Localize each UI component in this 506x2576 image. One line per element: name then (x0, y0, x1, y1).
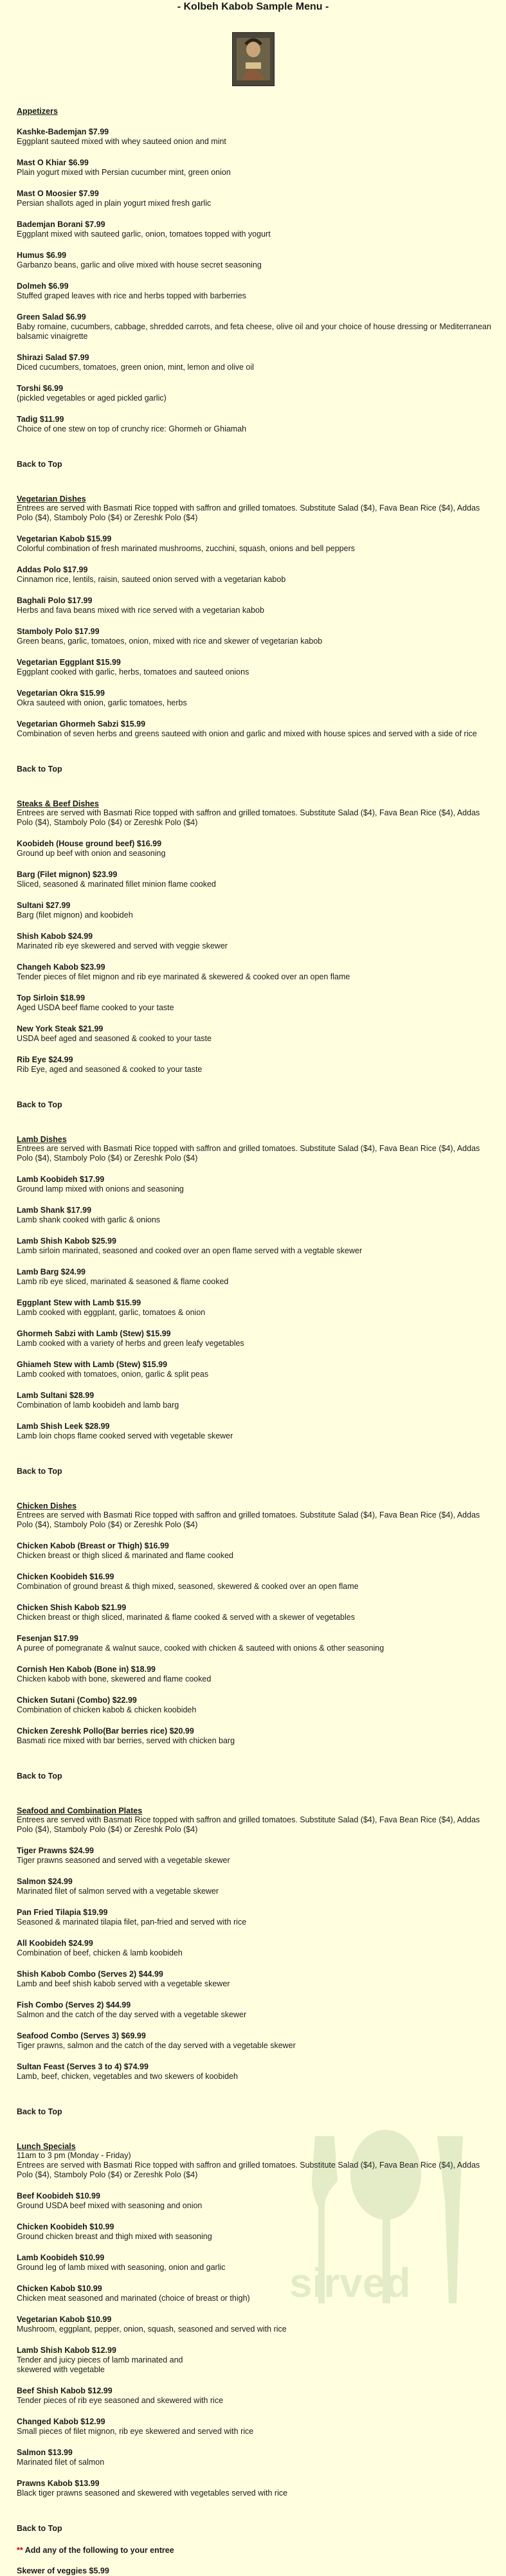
menu-item-name: Humus $6.99 (17, 251, 67, 260)
menu-item-name: Lamb Barg $24.99 (17, 1267, 86, 1276)
menu-item (17, 1422, 492, 1441)
menu-item-name: Mast O Khiar $6.99 (17, 158, 89, 167)
menu-item (17, 2566, 492, 2576)
menu-item-name: All Koobideh $24.99 (17, 1939, 93, 1948)
menu-item-name: Vegetarian Okra $15.99 (17, 689, 105, 698)
menu-item-name: Seafood Combo (Serves 3) $69.99 (17, 2031, 146, 2040)
menu-item-name: Changeh Kabob $23.99 (17, 963, 105, 972)
menu-item-description: Lamb loin chops flame cooked served with vegetable skewer (17, 1431, 233, 1440)
menu-item-description: Combination of ground breast & thigh mixed, seasoned, skewered & cooked over an open flame (17, 1582, 359, 1591)
menu-item (17, 1024, 492, 1044)
menu-item (17, 870, 492, 889)
menu-item (17, 1727, 492, 1746)
menu-item-name: Chicken Koobideh $10.99 (17, 2222, 114, 2231)
menu-item-description: Marinated filet of salmon served with a vegetable skewer (17, 1887, 219, 1896)
menu-item (17, 1603, 492, 1622)
menu-item-name: Prawns Kabob $13.99 (17, 2479, 100, 2488)
menu-item-name: Baghali Polo $17.99 (17, 596, 93, 605)
menu-item (17, 839, 492, 858)
menu-item (17, 282, 492, 301)
menu-item (17, 1572, 492, 1592)
menu-item-description: Combination of beef, chicken & lamb koobideh (17, 1948, 183, 1957)
menu-item-name: Chicken Zereshk Pollo(Bar berries rice) $20.99 (17, 1727, 194, 1736)
menu-item-description: Ground chicken breast and thigh mixed with seasoning (17, 2232, 212, 2241)
menu-item-name: Vegetarian Kabob $15.99 (17, 534, 112, 543)
menu-item-description: Plain yogurt mixed with Persian cucumber mint, green onion (17, 168, 231, 177)
section-note: Entrees are served with Basmati Rice topped with saffron and grilled tomatoes. Substitute Salad ($4), Fava Bean Rice ($4), Addas Polo ($4), Stamboly Polo ($4) or Zereshk Polo ($4) (17, 1144, 480, 1163)
menu-item (17, 963, 492, 982)
menu-item-name: Skewer of veggies $5.99 (17, 2566, 109, 2575)
menu-item (17, 1939, 492, 1958)
menu-item-description: Persian shallots aged in plain yogurt mixed fresh garlic (17, 199, 212, 208)
section-title: Lunch Specials (17, 2142, 76, 2151)
menu-item-name: Koobideh (House ground beef) $16.99 (17, 839, 162, 848)
watermark-text: sirved (289, 2260, 411, 2306)
back-to-top-link[interactable]: Back to Top (17, 1100, 62, 1109)
menu-item-description: Green beans, garlic, tomatoes, onion, mixed with rice and skewer of vegetarian kabob (17, 637, 323, 646)
menu-item-description: Lamb cooked with tomatoes, onion, garlic & split peas (17, 1370, 209, 1379)
menu-item-description: Garbanzo beans, garlic and olive mixed with house secret seasoning (17, 260, 262, 269)
menu-item-name: Chicken Shish Kabob $21.99 (17, 1603, 127, 1612)
section-appetizers (17, 107, 492, 434)
menu-item-description: Sliced, seasoned & marinated fillet minion flame cooked (17, 880, 216, 889)
menu-item (17, 313, 492, 341)
menu-item-name: Beef Koobideh $10.99 (17, 2191, 100, 2200)
menu-item-name: Torshi $6.99 (17, 384, 64, 393)
section-title: Appetizers (17, 107, 58, 116)
menu-item-description: Combination of chicken kabob & chicken koobideh (17, 1705, 197, 1714)
menu-item-description: Tender and juicy pieces of lamb marinated and skewered with vegetable (17, 2355, 183, 2374)
menu-item-name: Pan Fried Tilapia $19.99 (17, 1908, 108, 1917)
menu-item-name: Lamb Shank $17.99 (17, 1206, 92, 1215)
menu-item (17, 1665, 492, 1684)
menu-item-name: Ghiameh Stew with Lamb (Stew) $15.99 (17, 1360, 168, 1369)
menu-item (17, 1877, 492, 1896)
back-to-top-link[interactable]: Back to Top (17, 1467, 62, 1476)
menu-item-name: Tadig $11.99 (17, 415, 64, 424)
menu-item (17, 1175, 492, 1194)
menu-item (17, 1237, 492, 1256)
menu-item-description: Stuffed graped leaves with rice and herbs topped with barberries (17, 291, 246, 300)
menu-item-description: Lamb shank cooked with garlic & onions (17, 1215, 161, 1224)
menu-item (17, 251, 492, 270)
section-note: Entrees are served with Basmati Rice topped with saffron and grilled tomatoes. Substitute Salad ($4), Fava Bean Rice ($4), Addas Polo ($4), Stamboly Polo ($4) or Zereshk Polo ($4) (17, 808, 480, 827)
menu-item-name: Eggplant Stew with Lamb $15.99 (17, 1298, 141, 1307)
menu-item (17, 1329, 492, 1348)
section-note: Entrees are served with Basmati Rice topped with saffron and grilled tomatoes. Substitute Salad ($4), Fava Bean Rice ($4), Addas Polo ($4), Stamboly Polo ($4) or Zereshk Polo ($4) (17, 1510, 480, 1529)
menu-item (17, 565, 492, 585)
page-title: - Kolbeh Kabob Sample Menu - (177, 1, 329, 12)
menu-item-description: Ground USDA beef mixed with seasoning and onion (17, 2201, 203, 2210)
menu-item (17, 2448, 492, 2467)
section-seafood (17, 1806, 492, 2082)
addon-text: Add any of the following to your entree (24, 2546, 174, 2555)
menu-item-description: Eggplant cooked with garlic, herbs, tomatoes and sauteed onions (17, 667, 249, 676)
menu-item-name: Chicken Kabob (Breast or Thigh) $16.99 (17, 1541, 169, 1550)
menu-item-description: (pickled vegetables or aged pickled garlic) (17, 394, 167, 403)
menu-item-description: Lamb cooked with a variety of herbs and green leafy vegetables (17, 1339, 244, 1348)
menu-item-description: Seasoned & marinated tilapia filet, pan-fried and served with rice (17, 1918, 247, 1927)
menu-item-name: Chicken Sutani (Combo) $22.99 (17, 1696, 137, 1705)
menu-item-name: Ghormeh Sabzi with Lamb (Stew) $15.99 (17, 1329, 171, 1338)
menu-item-description: Baby romaine, cucumbers, cabbage, shredded carrots, and feta cheese, olive oil and your choice of house dressing or Mediterranean balsamic vinaigrette (17, 322, 491, 341)
menu-item-description: Okra sauteed with onion, garlic tomatoes, herbs (17, 698, 187, 707)
restaurant-logo (232, 32, 275, 86)
menu-item (17, 353, 492, 372)
menu-item-name: Top Sirloin $18.99 (17, 993, 86, 1002)
menu-item-description: Tiger prawns seasoned and served with a vegetable skewer (17, 1856, 230, 1865)
menu-item (17, 2346, 492, 2375)
menu-item-name: Stamboly Polo $17.99 (17, 627, 100, 636)
menu-item-description: Marinated rib eye skewered and served with veggie skewer (17, 941, 228, 950)
section-vegetarian (17, 494, 492, 739)
menu-item-description: Ground lamp mixed with onions and seasoning (17, 1184, 184, 1193)
menu-item (17, 1298, 492, 1318)
menu-item (17, 2062, 492, 2082)
menu-item (17, 932, 492, 951)
menu-item-name: Changed Kabob $12.99 (17, 2417, 105, 2426)
menu-item-name: Lamb Koobideh $10.99 (17, 2253, 105, 2262)
menu-item-description: Barg (filet mignon) and koobideh (17, 911, 133, 920)
menu-item (17, 1696, 492, 1715)
menu-item-name: Fish Combo (Serves 2) $44.99 (17, 2000, 131, 2009)
menu-item-description: Combination of seven herbs and greens sauteed with onion and garlic and mixed with house spices and served with a side of rice (17, 729, 477, 738)
menu-item (17, 534, 492, 554)
menu-item-description: Tender pieces of filet mignon and rib eye marinated & skewered & cooked over an open flame (17, 972, 350, 981)
menu-item (17, 384, 492, 403)
menu-item (17, 1267, 492, 1287)
menu-item-description: Marinated filet of salmon (17, 2458, 105, 2467)
menu-item-name: Vegetarian Kabob $10.99 (17, 2315, 112, 2324)
menu-item-description: Diced cucumbers, tomatoes, green onion, mint, lemon and olive oil (17, 363, 254, 372)
menu-item-name: Addas Polo $17.99 (17, 565, 88, 574)
menu-item-name: Lamb Shish Kabob $12.99 (17, 2346, 116, 2355)
menu-item (17, 2315, 492, 2334)
menu-item-description: Colorful combination of fresh marinated mushrooms, zucchini, squash, onions and bell peppers (17, 544, 355, 553)
menu-item (17, 720, 492, 739)
menu-item-description: Lamb sirloin marinated, seasoned and cooked over an open flame served with a vegtable skewer (17, 1246, 363, 1255)
menu-item-description: Aged USDA beef flame cooked to your taste (17, 1003, 174, 1012)
section-title: Chicken Dishes (17, 1501, 77, 1510)
back-to-top-link[interactable]: Back to Top (17, 460, 62, 469)
menu-item (17, 2479, 492, 2498)
menu-item-description: Combination of lamb koobideh and lamb barg (17, 1401, 179, 1410)
menu-item-description: Chicken kabob with bone, skewered and flame cooked (17, 1674, 212, 1683)
menu-item (17, 2386, 492, 2406)
menu-item-name: Fesenjan $17.99 (17, 1634, 78, 1643)
menu-item (17, 689, 492, 708)
menu-item-name: Chicken Koobideh $16.99 (17, 1572, 114, 1581)
menu-item (17, 1055, 492, 1075)
menu-item-name: Barg (Filet mignon) $23.99 (17, 870, 118, 879)
menu-item (17, 1970, 492, 1989)
back-to-top-link[interactable]: Back to Top (17, 2524, 62, 2533)
addon-star: ** (17, 2546, 23, 2555)
menu-item (17, 901, 492, 920)
menu-item-description: Small pieces of filet mignon, rib eye skewered and served with rice (17, 2427, 254, 2436)
menu-item-description: Chicken meat seasoned and marinated (choice of breast or thigh) (17, 2294, 250, 2303)
section-note: 11am to 3 pm (Monday - Friday) Entrees are served with Basmati Rice topped with saffron and grilled tomatoes. Substitute Salad ($4), Fava Bean Rice ($4), Addas Polo ($4), Stamboly Polo ($4) or Zereshk Polo ($4) (17, 2151, 480, 2179)
menu-item (17, 2000, 492, 2020)
menu-item-name: Chicken Kabob $10.99 (17, 2284, 102, 2293)
menu-item-name: Cornish Hen Kabob (Bone in) $18.99 (17, 1665, 156, 1674)
menu-item (17, 2417, 492, 2436)
menu-item (17, 158, 492, 177)
menu-item-description: Chicken breast or thigh sliced, marinated & flame cooked & served with a skewer of vegetables (17, 1613, 355, 1622)
sirved-watermark (276, 2117, 489, 2310)
menu-item-description: Eggplant mixed with sauteed garlic, onion, tomatoes topped with yogurt (17, 230, 271, 239)
menu-item-name: Shish Kabob Combo (Serves 2) $44.99 (17, 1970, 163, 1979)
section-note: Entrees are served with Basmati Rice topped with saffron and grilled tomatoes. Substitute Salad ($4), Fava Bean Rice ($4), Addas Polo ($4), Stamboly Polo ($4) or Zereshk Polo ($4) (17, 1815, 480, 1834)
menu-item-description: Ground up beef with onion and seasoning (17, 849, 166, 858)
menu-item-name: Rib Eye $24.99 (17, 1055, 73, 1064)
menu-item-description: Eggplant sauteed mixed with whey sauteed onion and mint (17, 137, 226, 146)
menu-item-name: Mast O Moosier $7.99 (17, 189, 99, 198)
menu-item (17, 127, 492, 147)
menu-item (17, 189, 492, 208)
menu-item-name: Sultan Feast (Serves 3 to 4) $74.99 (17, 2062, 149, 2071)
menu-item (17, 2031, 492, 2051)
menu-item-description: Tiger prawns, salmon and the catch of the day served with a vegetable skewer (17, 2041, 296, 2050)
menu-item-name: Beef Shish Kabob $12.99 (17, 2386, 113, 2395)
menu-item-description: Mushroom, eggplant, pepper, onion, squash, seasoned and served with rice (17, 2325, 287, 2334)
section-steaks (17, 799, 492, 1075)
menu-item-description: Cinnamon rice, lentils, raisin, sauteed onion served with a vegetarian kabob (17, 575, 286, 584)
menu-item-description: Lamb cooked with eggplant, garlic, tomatoes & onion (17, 1308, 206, 1317)
menu-item-description: Salmon and the catch of the day served with a vegetable skewer (17, 2010, 247, 2019)
menu-item-name: Shish Kabob $24.99 (17, 932, 93, 941)
menu-item-description: Tender pieces of rib eye seasoned and skewered with rice (17, 2396, 224, 2405)
menu-item-description: Lamb rib eye sliced, marinated & seasoned & flame cooked (17, 1277, 229, 1286)
menu-item (17, 220, 492, 239)
menu-item-name: Tiger Prawns $24.99 (17, 1846, 94, 1855)
section-title: Vegetarian Dishes (17, 494, 86, 503)
menu-item (17, 1908, 492, 1927)
menu-item (17, 993, 492, 1013)
addon-note (17, 2546, 492, 2555)
menu-item-name: Lamb Shish Kabob $25.99 (17, 1237, 116, 1246)
menu-item-name: New York Steak $21.99 (17, 1024, 104, 1033)
menu-item (17, 1634, 492, 1653)
menu-item-description: Ground leg of lamb mixed with seasoning, onion and garlic (17, 2263, 226, 2272)
menu-item-name: Vegetarian Eggplant $15.99 (17, 658, 121, 667)
menu-item-name: Shirazi Salad $7.99 (17, 353, 89, 362)
menu-item-name: Lamb Sultani $28.99 (17, 1391, 95, 1400)
menu-item-description: Rib Eye, aged and seasoned & cooked to your taste (17, 1065, 203, 1074)
menu-item (17, 1360, 492, 1379)
section-lamb (17, 1135, 492, 1441)
section-chicken (17, 1501, 492, 1746)
menu-item (17, 658, 492, 677)
menu-item (17, 415, 492, 434)
menu-item (17, 1541, 492, 1561)
back-to-top-link[interactable]: Back to Top (17, 2107, 62, 2116)
back-to-top-link[interactable]: Back to Top (17, 765, 62, 774)
back-to-top-link[interactable]: Back to Top (17, 1772, 62, 1781)
section-title: Lamb Dishes (17, 1135, 67, 1144)
menu-item-description: USDA beef aged and seasoned & cooked to your taste (17, 1034, 212, 1043)
menu-item-name: Lamb Shish Leek $28.99 (17, 1422, 110, 1431)
menu-item-name: Green Salad $6.99 (17, 313, 86, 322)
menu-item-name: Vegetarian Ghormeh Sabzi $15.99 (17, 720, 146, 729)
menu-item (17, 1391, 492, 1410)
menu-item-description: A puree of pomegranate & walnut sauce, cooked with chicken & sauteed with onions & other seasoning (17, 1644, 384, 1653)
menu-item (17, 1846, 492, 1865)
section-title: Steaks & Beef Dishes (17, 799, 99, 808)
menu-item-name: Dolmeh $6.99 (17, 282, 69, 291)
menu-item-name: Bademjan Borani $7.99 (17, 220, 105, 229)
menu-item-description: Lamb, beef, chicken, vegetables and two skewers of koobideh (17, 2072, 238, 2081)
menu-item-name: Salmon $13.99 (17, 2448, 73, 2457)
section-note: Entrees are served with Basmati Rice topped with saffron and grilled tomatoes. Substitute Salad ($4), Fava Bean Rice ($4), Addas Polo ($4), Stamboly Polo ($4) or Zereshk Polo ($4) (17, 503, 480, 522)
menu-item-name: Lamb Koobideh $17.99 (17, 1175, 105, 1184)
menu-item-description: Black tiger prawns seasoned and skewered with vegetables served with rice (17, 2489, 288, 2498)
section-title: Seafood and Combination Plates (17, 1806, 143, 1815)
menu-item-name: Sultani $27.99 (17, 901, 71, 910)
menu-item-description: Basmati rice mixed with bar berries, served with chicken barg (17, 1736, 235, 1745)
menu-item (17, 596, 492, 615)
menu-item-description: Choice of one stew on top of crunchy rice: Ghormeh or Ghiamah (17, 424, 247, 433)
menu-item (17, 627, 492, 646)
menu-item-name: Salmon $24.99 (17, 1877, 73, 1886)
menu-item-name: Kashke-Bademjan $7.99 (17, 127, 109, 136)
menu-item-description: Herbs and fava beans mixed with rice served with a vegetarian kabob (17, 606, 264, 615)
menu-item-description: Lamb and beef shish kabob served with a vegetable skewer (17, 1979, 230, 1988)
menu-item-description: Chicken breast or thigh sliced & marinated and flame cooked (17, 1551, 233, 1560)
menu-item (17, 1206, 492, 1225)
